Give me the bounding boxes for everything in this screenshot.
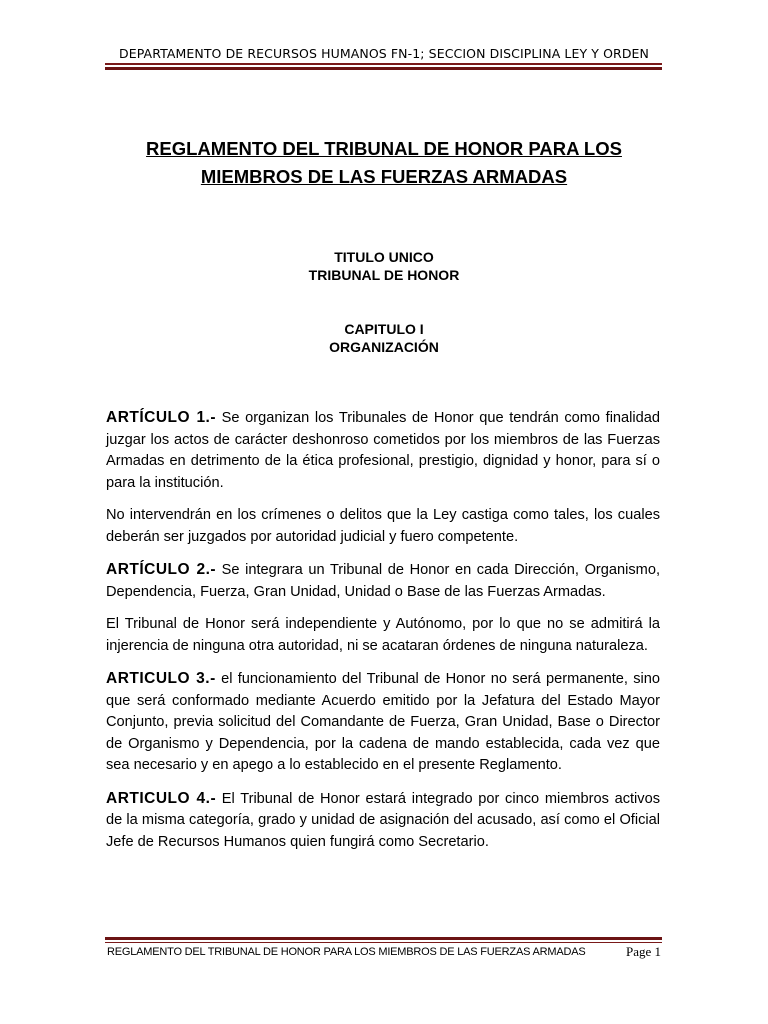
- paragraph-text: El Tribunal de Honor será independiente y Autónomo, por lo que no se admitirá la injerencia de ninguna otra autoridad, ni se acataran órdenes de ninguna naturaleza.: [106, 616, 660, 654]
- header-rule-thick: [105, 67, 662, 70]
- footer-rule: [105, 942, 662, 943]
- article-label: ARTICULO 3.-: [106, 670, 216, 687]
- capitulo-line-2: ORGANIZACIÓN: [329, 339, 439, 355]
- paragraph-text: Se organizan los Tribunales de Honor que tendrán como finalidad juzgar los actos de carácter deshonroso cometidos por los miembros de las Fuerzas Armadas en detrimento de la ética profesional, prestigio, dignidad y honor, para sí o para la institución.: [106, 410, 660, 491]
- document-title: [0, 135, 768, 191]
- paragraph-articulo-2-cont: [106, 614, 660, 657]
- document-body: [106, 407, 660, 864]
- page-header: DEPARTAMENTO DE RECURSOS HUMANOS FN-1; SECCION DISCIPLINA LEY Y ORDEN: [118, 46, 650, 61]
- title-line-1: REGLAMENTO DEL TRIBUNAL DE HONOR PARA LOS: [146, 138, 622, 159]
- article-label: ARTÍCULO 1.-: [106, 409, 217, 426]
- paragraph-text: No intervendrán en los crímenes o delitos que la Ley castiga como tales, los cuales deberán ser juzgados por autoridad judicial y fuero competente.: [106, 507, 660, 545]
- paragraph-articulo-1: [106, 407, 660, 494]
- paragraph-articulo-2: [106, 559, 660, 603]
- capitulo-heading: [0, 320, 768, 356]
- titulo-line-2: TRIBUNAL DE HONOR: [308, 267, 460, 283]
- page-footer-title: REGLAMENTO DEL TRIBUNAL DE HONOR PARA LOS MIEMBROS DE LAS FUERZAS ARMADAS: [107, 946, 586, 958]
- page-number: Page 1: [625, 944, 661, 959]
- paragraph-articulo-1-cont: [106, 505, 660, 548]
- titulo-heading: [0, 248, 768, 284]
- article-label: ARTICULO 4.-: [106, 789, 217, 807]
- header-rule: [105, 63, 662, 65]
- footer-rule-thick: [105, 937, 662, 940]
- paragraph-articulo-3: [106, 668, 660, 777]
- capitulo-line-1: CAPITULO I: [344, 321, 424, 337]
- paragraph-text: El Tribunal de Honor estará integrado por cinco miembros activos de la misma categoría, grado y unidad de asignación del acusado, así como el Oficial Jefe de Recursos Humanos quien fungirá como Secretario.: [106, 790, 660, 850]
- paragraph-text: el funcionamiento del Tribunal de Honor no será permanente, sino que será conformado mediante Acuerdo emitido por la Jefatura del Estado Mayor Conjunto, previa solicitud del Comandante de Fuerza, Gran Unidad, Base o Director de Organismo y Dependencia, por la cadena de mando establecida, cada vez que sea necesario y en apego a lo establecido en el presente Reglamento.: [106, 671, 661, 773]
- paragraph-articulo-4: [106, 788, 660, 854]
- article-label: ARTÍCULO 2.-: [106, 561, 217, 578]
- title-line-2: MIEMBROS DE LAS FUERZAS ARMADAS: [200, 166, 568, 187]
- paragraph-text: Se integrara un Tribunal de Honor en cada Dirección, Organismo, Dependencia, Fuerza, Gran Unidad, Unidad o Base de las Fuerzas Armadas.: [106, 562, 660, 600]
- titulo-line-1: TITULO UNICO: [334, 249, 434, 265]
